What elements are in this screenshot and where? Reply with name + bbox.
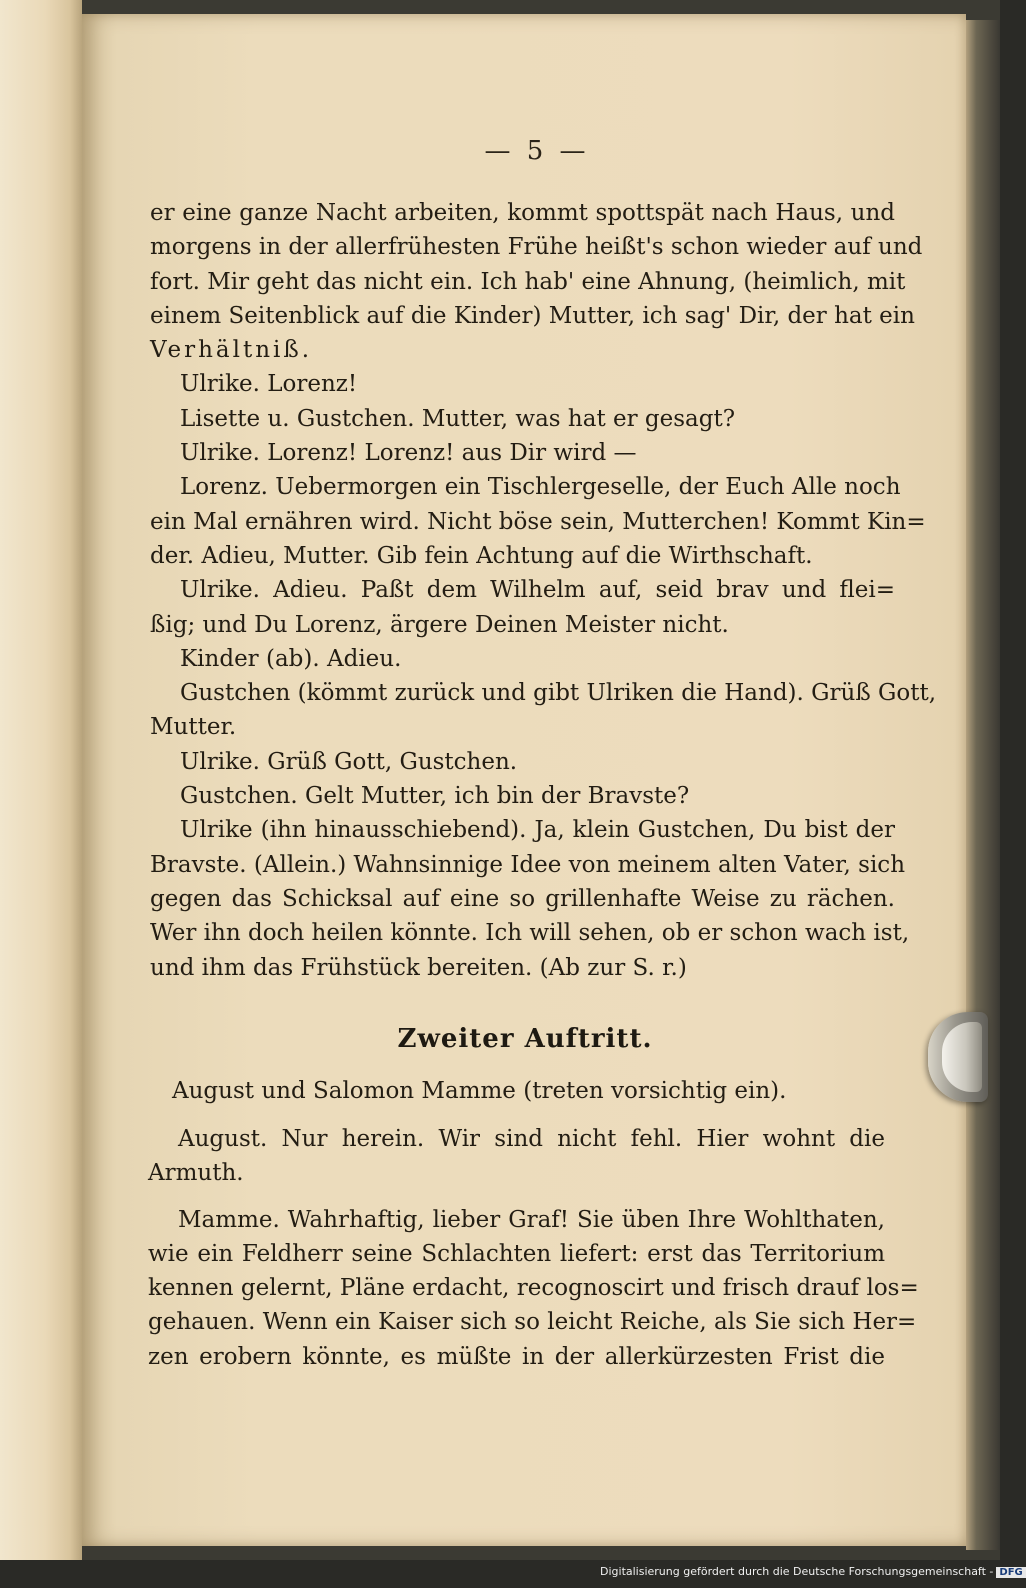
left-page-edge [0,0,82,1560]
text-line: morgens in der allerfrühesten Frühe heißt's schon wieder auf und [150,234,923,261]
text-line: kennen gelernt, Pläne erdacht, recognoscirt und frisch drauf los= [148,1275,919,1302]
text-line: ßig; und Du Lorenz, ärgere Deinen Meister nicht. [150,611,729,638]
text-line: Wer ihn doch heilen könnte. Ich will sehen, ob er schon wach ist, [150,920,910,947]
text-line: Bravste. (Allein.) Wahnsinnige Idee von meinem alten Vater, sich [150,851,906,878]
text-line: gehauen. Wenn ein Kaiser sich so leicht Reiche, als Sie sich Her= [148,1309,917,1336]
speaker-line: Gustchen. Gelt Mutter, ich bin der Bravste? [180,783,690,810]
text-line: Armuth. [148,1160,244,1187]
text-line: einem Seitenblick auf die Kinder) Mutter, ich sag' Dir, der hat ein [150,302,915,329]
stage-direction: August und Salomon Mamme (treten vorsichtig ein). [172,1078,787,1104]
speaker-line: Ulrike. Lorenz! [180,371,358,398]
speaker-line: Lorenz. Uebermorgen ein Tischlergeselle, der Euch Alle noch [180,474,901,501]
speaker-line: Ulrike. Adieu. Paßt dem Wilhelm auf, seid brav und flei= [180,577,895,604]
dfg-logo: DFG [996,1567,1025,1578]
speaker-line: Ulrike (ihn hinausschiebend). Ja, klein Gustchen, Du bist der [180,817,895,844]
speaker-line: Ulrike. Grüß Gott, Gustchen. [180,748,518,775]
speaker-line: Lisette u. Gustchen. Mutter, was hat er gesagt? [180,405,736,432]
text-line: fort. Mir geht das nicht ein. Ich hab' eine Ahnung, (heimlich, mit [150,268,906,295]
scene-heading: Zweiter Auftritt. [397,1024,653,1054]
text-line: und ihm das Frühstück bereiten. (Ab zur S. r.) [150,954,687,981]
speaker-line: Ulrike. Lorenz! Lorenz! aus Dir wird — [180,440,637,467]
text-line: Mutter. [150,714,237,741]
dialogue-text-bottom [148,1122,919,1374]
speaker-line: Gustchen (kömmt zurück und gibt Ulriken die Hand). Grüß Gott, [180,680,937,707]
dialogue-text-top [150,196,937,985]
text-line: der. Adieu, Mutter. Gib fein Achtung auf die Wirthschaft. [150,542,813,569]
text-line: wie ein Feldherr seine Schlachten liefert: erst das Territorium [148,1240,885,1267]
text-line: ein Mal ernähren wird. Nicht böse sein, Mutterchen! Kommt Kin= [150,508,926,535]
page-stack-edge [966,20,1000,1550]
speaker-line: August. Nur herein. Wir sind nicht fehl. Hier wohnt die [178,1126,885,1152]
speaker-line: Kinder (ab). Adieu. [180,645,402,672]
speaker-line: Mamme. Wahrhaftig, lieber Graf! Sie üben Ihre Wohlthaten, [178,1206,885,1233]
funding-notice: Digitalisierung gefördert durch die Deutsche Forschungsgemeinschaft - [600,1565,994,1578]
text-line: gegen das Schicksal auf eine so grillenhafte Weise zu rächen. [150,885,895,912]
text-line: er eine ganze Nacht arbeiten, kommt spottspät nach Haus, und [150,200,895,226]
text-line: Verhältniß. [150,337,313,364]
digitization-footer [600,1565,1023,1583]
page-clip-highlight [942,1022,982,1092]
text-line: zen erobern könnte, es müßte in der allerkürzesten Frist die [148,1343,885,1370]
page-number: — 5 — [484,136,590,166]
